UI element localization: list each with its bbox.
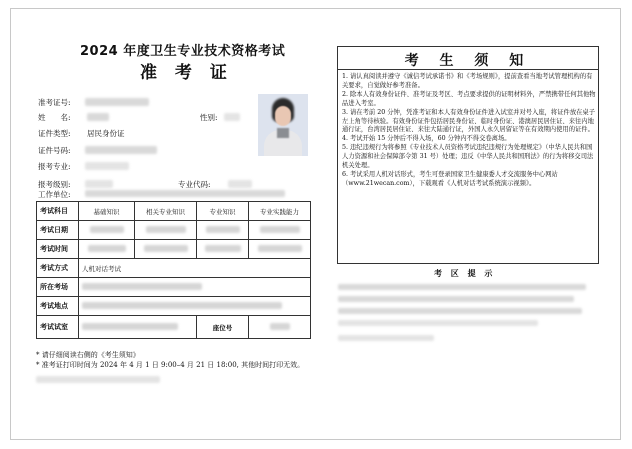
gender-label: 性别: — [200, 113, 218, 122]
exam-no-label: 准考证号: — [38, 98, 71, 107]
notice-item: 1. 请认真阅读并遵守《诚信考试承诺书》和《考场规则》，提前查看当地考试管理机构的有关要求，自觉做好参考准备。 — [342, 73, 593, 89]
hint-redacted-line — [338, 308, 582, 314]
date-cell — [197, 221, 249, 240]
subject-cell: 专业实践能力 — [249, 202, 311, 221]
note-line: * 准考证打印时间为 2024 年 4 月 1 日 9:00–4 月 21 日 18:00, 其他时间打印无效。 — [36, 361, 305, 369]
table-row — [37, 240, 311, 259]
site-label: 所在考场 — [37, 278, 79, 297]
hint-redacted-line — [338, 296, 574, 302]
major-code-redacted — [228, 180, 252, 188]
id-type-value: 居民身份证 — [87, 129, 125, 138]
location-label: 考试地点 — [37, 297, 79, 316]
table-row — [37, 259, 311, 278]
site-value — [79, 278, 311, 297]
major-code-label: 专业代码: — [178, 180, 211, 189]
date-cell — [79, 221, 135, 240]
candidate-notice-box — [337, 46, 599, 264]
notice-item: 5. 违纪违规行为将参照《专业技术人员资格考试违纪违规行为处理规定》（中华人民共和国人力资源和社会保障部令第 31 号）处理；违反《中华人民共和国刑法》的行为将移交司法机关处理。 — [342, 144, 594, 170]
hint-redacted-line — [338, 284, 586, 290]
id-no-redacted — [85, 146, 157, 154]
seat-label: 座位号 — [197, 316, 249, 339]
method-value: 人机对话考试 — [79, 259, 311, 278]
time-cell — [249, 240, 311, 259]
time-cell — [135, 240, 197, 259]
notice-item: 2. 除本人有效身份证件、准考证及考区、考点要求提供的证明材料外，严禁携带任何其他物品进入考室。 — [342, 90, 596, 107]
subject-cell: 基础知识 — [79, 202, 135, 221]
seat-value — [249, 316, 311, 339]
apply-major-label: 报考专业: — [38, 162, 71, 171]
gender-redacted — [224, 113, 240, 121]
hint-redacted-line — [338, 320, 538, 326]
subject-cell: 相关专业知识 — [135, 202, 197, 221]
name-redacted — [87, 113, 109, 121]
method-label: 考试方式 — [37, 259, 79, 278]
table-row — [37, 297, 311, 316]
date-cell — [249, 221, 311, 240]
notice-item: 4. 考试开始 15 分钟后不得入场，60 分钟内不得交卷离场。 — [342, 135, 511, 143]
work-unit-redacted — [85, 190, 285, 197]
hint-redacted-line — [338, 335, 434, 341]
apply-level-label: 报考级别: — [38, 180, 71, 189]
table-row — [37, 202, 311, 221]
exam-no-redacted — [85, 98, 149, 106]
notice-item: 6. 考试采用人机对话形式，考生可登录国家卫生健康委人才交流服务中心网站（www.21wecan.com），下载观看《人机对话考试系统演示视频》。 — [342, 170, 558, 187]
table-row — [37, 221, 311, 240]
ticket-title: 准 考 证 — [140, 63, 233, 83]
exam-area-hint-title: 考 区 提 示 — [434, 269, 496, 278]
exam-info-table — [36, 201, 311, 339]
id-type-label: 证件类型: — [38, 129, 71, 138]
table-row — [37, 316, 311, 339]
notice-divider — [338, 69, 598, 70]
notice-list — [342, 73, 596, 189]
candidate-photo — [258, 94, 308, 156]
exam-title: 2024 年度卫生专业技术资格考试 — [80, 44, 286, 59]
room-value — [79, 316, 197, 339]
footnotes — [36, 350, 316, 370]
date-cell — [135, 221, 197, 240]
note-line: * 请仔细阅读右侧的《考生须知》 — [36, 351, 140, 359]
room-label: 考试试室 — [37, 316, 79, 339]
date-label: 考试日期 — [37, 221, 79, 240]
apply-major-redacted — [85, 162, 129, 170]
time-cell — [197, 240, 249, 259]
location-value — [79, 297, 311, 316]
subject-cell: 专业知识 — [197, 202, 249, 221]
work-unit-label: 工作单位: — [38, 190, 71, 199]
subject-label: 考试科目 — [37, 202, 79, 221]
table-row — [37, 278, 311, 297]
apply-level-redacted — [85, 180, 113, 188]
name-label: 姓 名: — [38, 113, 71, 122]
notice-title: 考 生 须 知 — [404, 53, 532, 69]
time-cell — [79, 240, 135, 259]
notice-item: 3. 请在考前 20 分钟，凭准考证和本人有效身份证件进入试室并对号入座，将证件放在桌子左上角等待核验。有效身份证件包括居民身份证、临时身份证、港澳居民居住证、来往内地通行证，台湾居民居住证、来往大陆通行证，外国人永久居留证等在有效期内使用的证件。 — [342, 108, 596, 134]
footer-redacted — [36, 376, 160, 383]
time-label: 考试时间 — [37, 240, 79, 259]
id-no-label: 证件号码: — [38, 146, 71, 155]
